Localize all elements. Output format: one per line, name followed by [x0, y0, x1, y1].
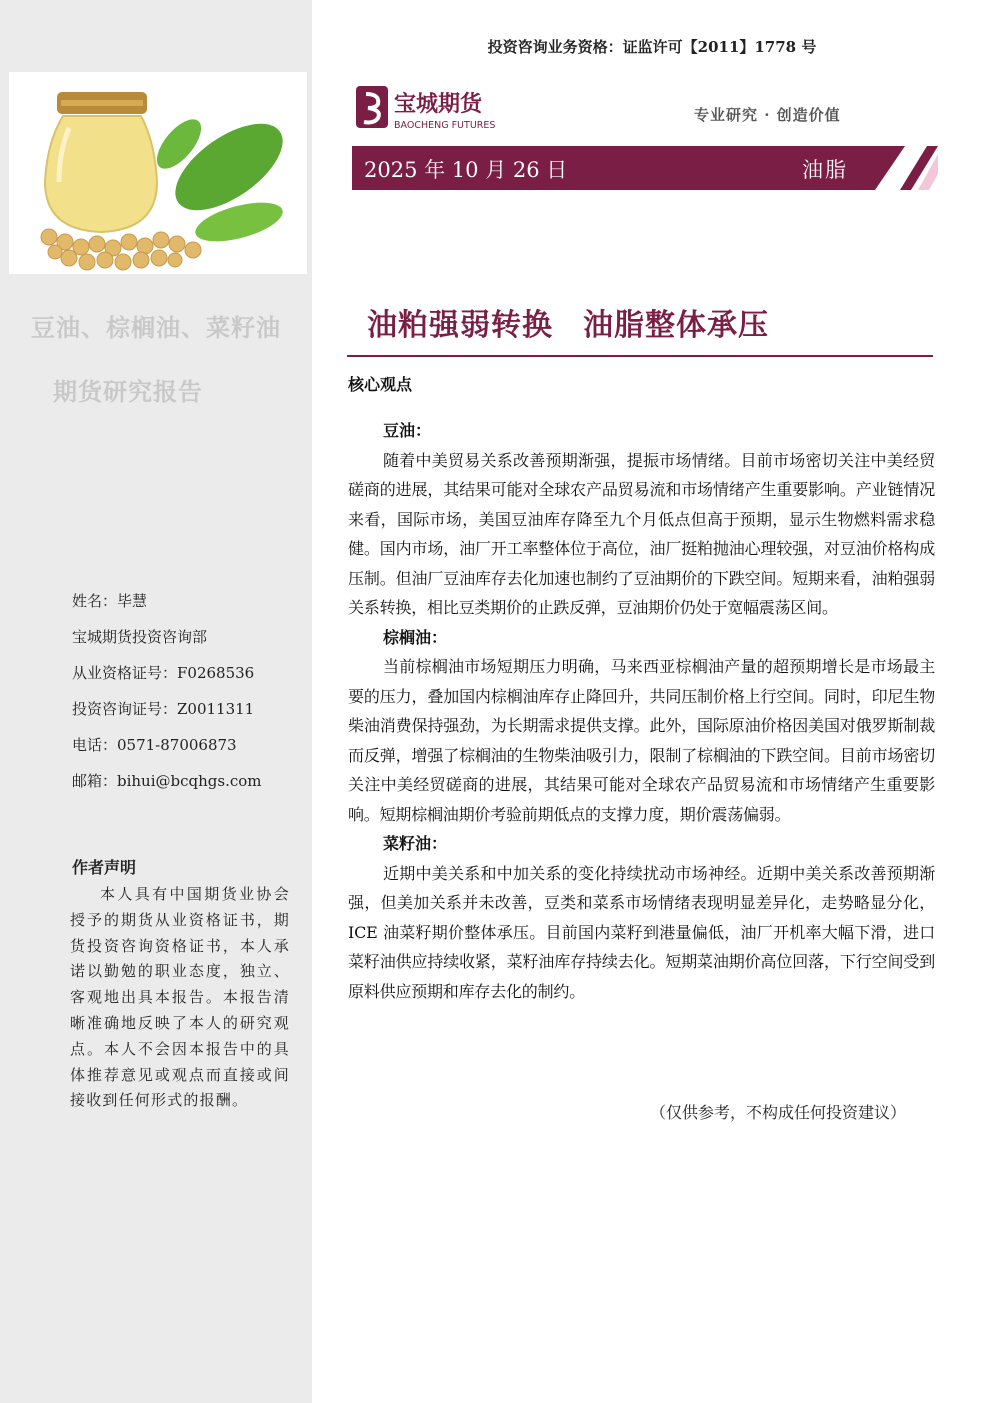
section-soybean-oil — [348, 416, 935, 623]
advisory-number: 投资咨询证号：Z0011311 — [72, 700, 255, 718]
company-logo — [356, 84, 526, 138]
section-body: 当前棕榈油市场短期压力明确，马来西亚棕榈油产量的超预期增长是市场最主要的压力，叠加国内棕榈油库存止降回升，共同压制价格上行空间。同时，印尼生物柴油消费保持强劲，为长期需求提供支撑。此外，国际原油价格因美国对俄罗斯制裁而反弹，增强了棕榈油的生物柴油吸引力，限制了棕榈油的下跌空间。目前市场密切关注中美经贸磋商的进展，其结果可能对全球农产品贸易流和市场情绪产生重要影响。短期棕榈油期价考验前期低点的支撑力度，期价震荡偏弱。 — [348, 657, 935, 824]
section-body: 随着中美贸易关系改善预期渐强，提振市场情绪。目前市场密切关注中美经贸磋商的进展，其结果可能对全球农产品贸易流和市场情绪产生重要影响。产业链情况来看，国际市场，美国豆油库存降至九个月低点但高于预期，显示生物燃料需求稳健。国内市场，油厂开工率整体位于高位，油厂挺粕抛油心理较强，对豆油价格构成压制。但油厂豆油库存去化加速也制约了豆油期价的下跌空间。短期来看，油粕强弱关系转换，相比豆类期价的止跌反弹，豆油期价仍处于宽幅震荡区间。 — [348, 450, 935, 617]
report-content — [348, 416, 935, 1006]
logo-cn-text: 宝城期货 — [394, 92, 483, 117]
title-divider — [347, 355, 933, 357]
baocheng-logo-icon — [356, 84, 526, 134]
soybean-oil-illustration — [9, 72, 307, 274]
report-title — [367, 300, 769, 344]
email: 邮箱：bihui@bcqhgs.com — [72, 772, 262, 790]
title-part-2: 油脂整体承压 — [583, 308, 769, 343]
report-category: 油脂 — [802, 158, 848, 182]
license-line: 投资咨询业务资格：证监许可【2011】1778 号 — [487, 38, 817, 56]
logo-en-text: BAOCHENG FUTURES — [394, 120, 496, 131]
qualification-number: 从业资格证号：F0268536 — [72, 664, 255, 682]
slogan: 专业研究 · 创造价值 — [694, 106, 841, 124]
date-banner — [352, 146, 938, 190]
declaration-title: 作者声明 — [72, 858, 137, 877]
author-name: 姓名：毕慧 — [72, 592, 148, 610]
section-title: 菜籽油： — [383, 834, 448, 853]
phone: 电话：0571-87006873 — [72, 736, 237, 754]
sidebar — [0, 0, 312, 1403]
declaration-body: 本人具有中国期货业协会授予的期货从业资格证书，期货投资咨询资格证书，本人承诺以勤勉的职业态度，独立、客观地出具本报告。本报告清晰准确地反映了本人的研究观点。本人不会因本报告中的具体推荐意见或观点而直接或间接收到任何形式的报酬。 — [70, 885, 290, 1110]
hero-image-soybean-oil — [9, 72, 307, 274]
section-title: 棕榈油： — [383, 627, 448, 647]
report-type-title: 期货研究报告 — [53, 378, 203, 406]
author-contact — [72, 583, 302, 799]
core-views-heading: 核心观点 — [348, 375, 413, 394]
disclaimer: （仅供参考，不构成任何投资建议） — [650, 1103, 907, 1122]
title-part-1: 油粕强弱转换 — [367, 308, 553, 343]
report-date: 2025 年 10 月 26 日 — [364, 158, 568, 182]
section-rapeseed-oil — [348, 829, 935, 1006]
author-department: 宝城期货投资咨询部 — [72, 628, 208, 646]
report-series-title: 豆油、棕榈油、菜籽油 — [31, 314, 281, 342]
section-body: 近期中美关系和中加关系的变化持续扰动市场神经。近期中美关系改善预期渐强，但美加关系并未改善，豆类和菜系市场情绪表现明显差异化，走势略显分化，ICE 油菜籽期价整体承压。目前国内菜籽到港量偏低，油厂开机率大幅下滑，进口菜籽油供应持续收紧，菜籽油库存持续去化。短期菜油期价高位回落，下行空间受到原料供应预期和库存去化的制约。 — [348, 863, 935, 1001]
section-title: 豆油： — [383, 421, 432, 440]
section-palm-oil — [348, 623, 935, 830]
